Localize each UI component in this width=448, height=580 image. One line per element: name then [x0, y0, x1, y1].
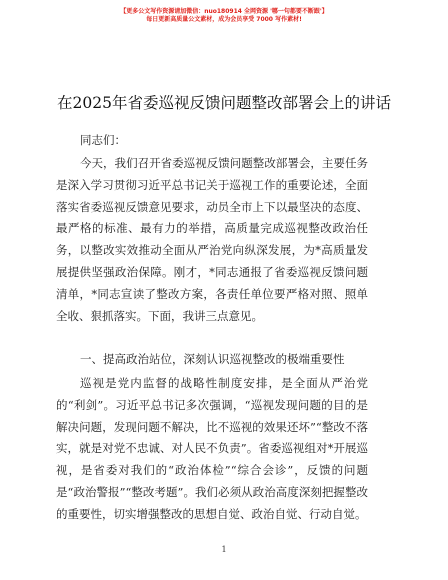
section-heading-1: 一、提高政治站位，深刻认识巡视整改的极端重要性: [80, 352, 345, 366]
document-title: 在2025年省委巡视反馈问题整改部署会上的讲话: [57, 94, 391, 112]
promo-banner: [0, 8, 448, 24]
paragraph-intro: 今天，我们召开省委巡视反馈问题整改部署会，主要任务是深入学习贯彻习近平总书记关于巡视工作的重要论述，全面落实省委巡视反馈意见要求，动员全市上下以最坚决的态度、最严格的标准、最有力的举措，高质量完成巡视整改政治任务，以整改实效推动全面从严治党向纵深发展，为*高质量发展提供坚强政治保障。刚才，*同志通报了省委巡视反馈问题清单，*同志宣读了整改方案，各责任单位要严格对照、照单全收、狠抓落实。下面，我讲三点意见。: [56, 156, 368, 323]
promo-banner-line-1: 【更多公文写作资源请加微信：nuo180914 全网资源 '哪一句都要不断跟'】: [120, 8, 328, 15]
paragraph-section-1: 巡视是党内监督的战略性制度安排，是全面从严治党的“利剑”。习近平总书记多次强调，“巡视发现问题的目的是解决问题，发现问题不解决，比不巡视的效果还坏”“整改不落实，就是对党不忠诚、对人民不负责”。省委巡视组对*开展巡视，是省委对我们的“政治体检”“综合会诊”，反馈的问题是“政治警报”“整改考题”。我们必须从政治高度深刻把握整改的重要性，切实增强整改的思想自觉、政治自觉、行动自觉。: [56, 376, 368, 521]
salutation: 同志们：: [80, 133, 126, 147]
promo-banner-line-2: 每日更新高质量公文素材，成为会员享受 7000 写作素材!: [146, 16, 302, 23]
page-number: 1: [221, 545, 227, 554]
